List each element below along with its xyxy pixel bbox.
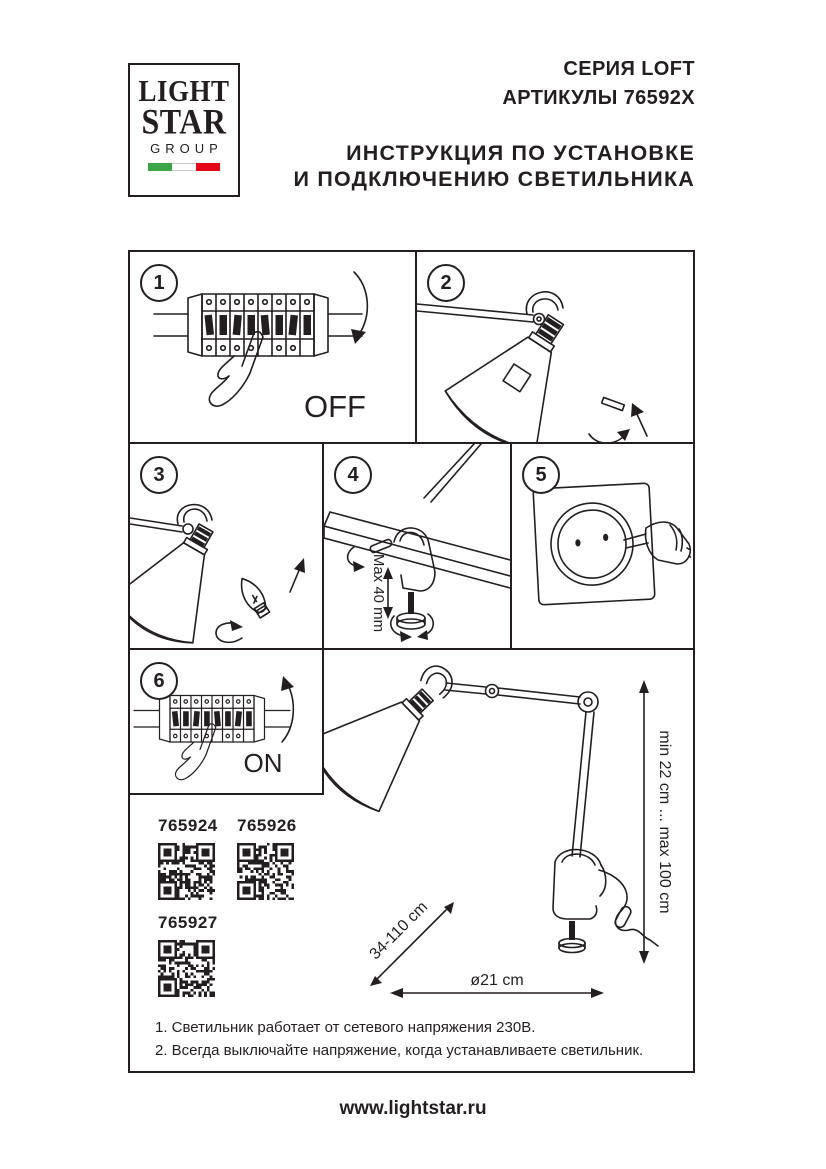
articles-title: АРТИКУЛЫ 76592X	[502, 87, 695, 109]
shade-diameter-label: ø21 cm	[470, 972, 524, 989]
instruction-title-line2: И ПОДКЛЮЧЕНИЮ СВЕТИЛЬНИКА	[293, 167, 695, 191]
step-3-number: 3	[140, 456, 178, 494]
safety-notes	[155, 1016, 643, 1062]
qr-code-1	[158, 843, 215, 900]
arm-range-label: 34-110 cm	[366, 898, 432, 964]
flag-green	[148, 163, 172, 171]
step-panel-4	[324, 444, 512, 650]
flag-red	[196, 163, 220, 171]
article-code-765924: 765924	[158, 816, 218, 835]
step-5-number: 5	[522, 456, 560, 494]
note-2: 2. Всегда выключайте напряжение, когда устанавливаете светильник.	[155, 1042, 644, 1059]
qr-code-2	[237, 843, 294, 900]
website-url: www.lightstar.ru	[339, 1098, 487, 1119]
step-4-number: 4	[334, 456, 372, 494]
max-depth-label: Max 40 mm	[370, 553, 387, 633]
on-label: ON	[243, 748, 283, 778]
article-code-765927: 765927	[158, 913, 218, 932]
instruction-title-line1: ИНСТРУКЦИЯ ПО УСТАНОВКЕ	[346, 141, 695, 165]
instruction-frame	[128, 250, 695, 1073]
series-title: СЕРИЯ LOFT	[563, 58, 695, 80]
step-6-number: 6	[140, 662, 178, 700]
height-range-label: min 22 cm ... max 100 cm	[656, 730, 673, 914]
step-panel-6	[130, 650, 324, 795]
lamp-overview-illustration	[324, 650, 693, 1021]
logo-text-group: GROUP	[150, 141, 223, 156]
note-1: 1. Светильник работает от сетевого напряжения 230В.	[155, 1019, 536, 1036]
step-1-number: 1	[140, 264, 178, 302]
step-panel-3	[130, 444, 324, 650]
header	[294, 58, 695, 192]
step-panel-1	[130, 252, 417, 444]
step-panel-5	[512, 444, 693, 650]
article-code-765926: 765926	[237, 816, 297, 835]
logo-text-star: STAR	[141, 100, 227, 142]
off-label: OFF	[304, 389, 366, 424]
step-2-number: 2	[427, 264, 465, 302]
logo-text-light: LIGHT	[138, 74, 230, 108]
lightstar-logo	[128, 63, 240, 197]
step-panel-2	[417, 252, 693, 444]
italian-flag-icon	[148, 163, 220, 171]
qr-code-3	[158, 940, 215, 997]
flag-white	[172, 163, 196, 171]
